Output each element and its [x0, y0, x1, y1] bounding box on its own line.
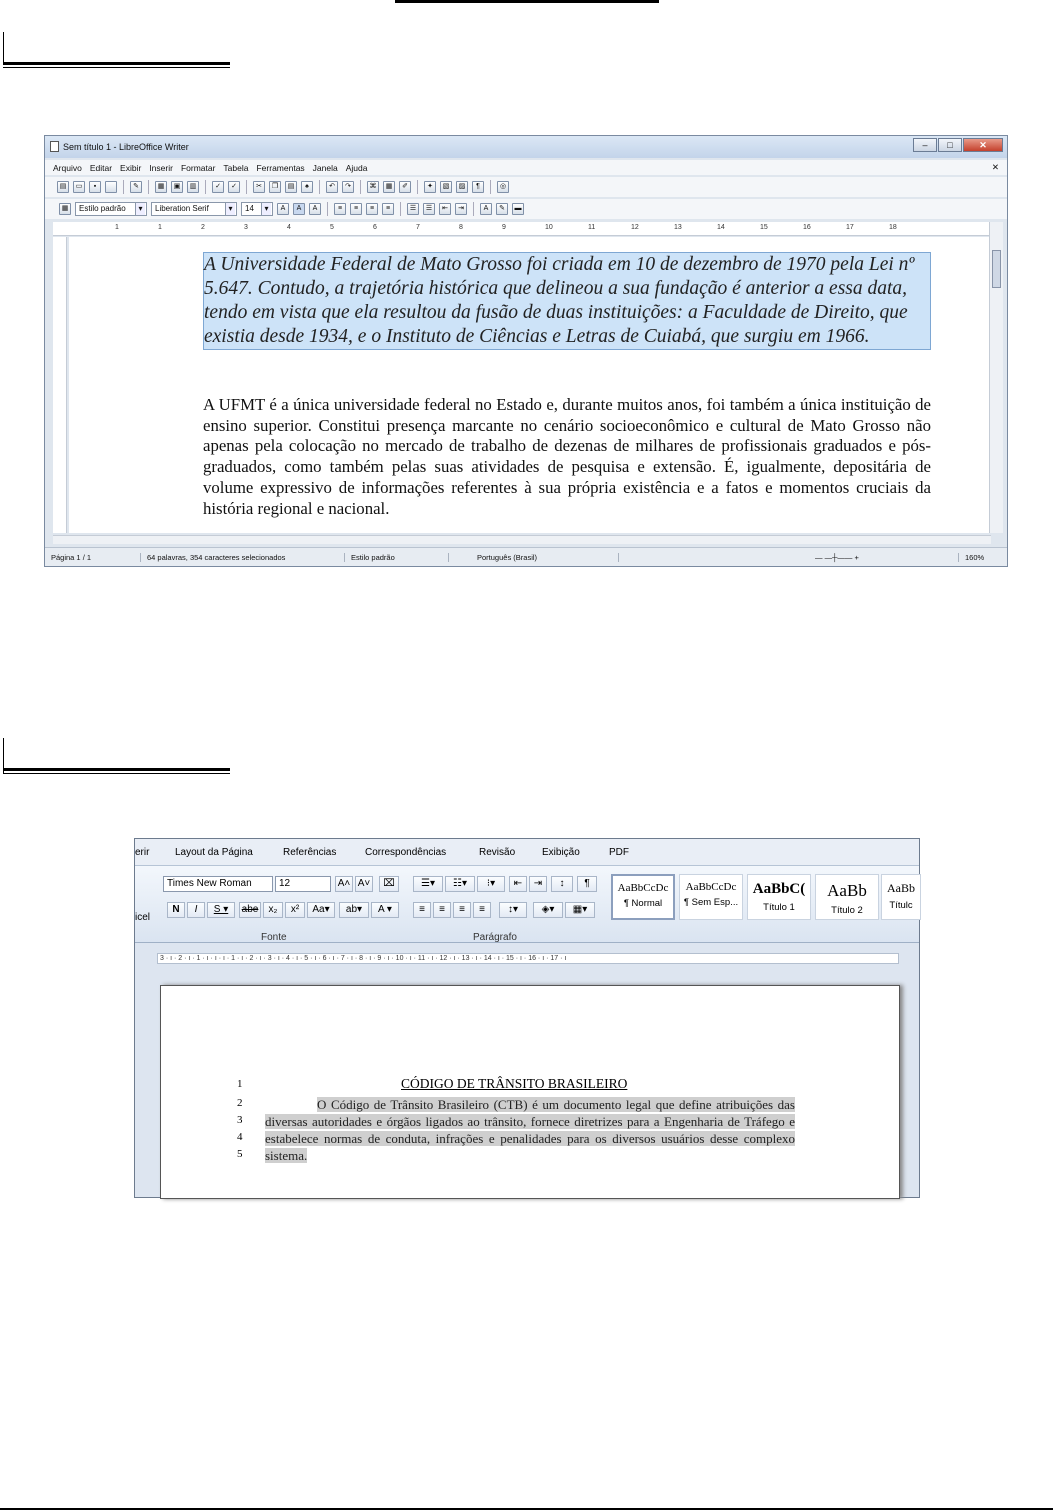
edit-file-icon[interactable]: ✎: [130, 181, 142, 193]
tab-correspondencias[interactable]: Correspondências: [365, 847, 447, 858]
highlight-button[interactable]: ab▾: [339, 902, 369, 918]
ruler-tick: 11: [588, 224, 596, 231]
selected-text[interactable]: O Código de Trânsito Brasileiro (CTB) é um documento legal que define atribuições das diversas autoridades e órgãos ligados ao trânsito, fornece diretrizes para a Engenharia de Tráfego e estabelece normas de conduta, infrações e penalidades para os diversos usuários desse complexo sistema.: [265, 1097, 795, 1163]
tab-referencias[interactable]: Referências: [283, 847, 337, 858]
paste-icon[interactable]: ▤: [285, 181, 297, 193]
save-icon[interactable]: ▪: [89, 181, 101, 193]
show-marks-button[interactable]: ¶: [577, 876, 597, 892]
menu-arquivo[interactable]: Arquivo: [53, 162, 82, 173]
ruler-tick: 17: [846, 224, 854, 231]
autospell-icon[interactable]: ✓: [228, 181, 240, 193]
open-icon[interactable]: ▭: [73, 181, 85, 193]
tab-pdf[interactable]: PDF: [609, 847, 629, 858]
menu-inserir[interactable]: Inserir: [149, 162, 173, 173]
document-text[interactable]: [265, 1096, 795, 1164]
line-number: 4: [237, 1131, 243, 1143]
subscript-button[interactable]: x₂: [263, 902, 283, 918]
decrease-indent-icon[interactable]: ⇤: [439, 203, 451, 215]
ruler-tick: 16: [803, 224, 811, 231]
menu-tabela[interactable]: Tabela: [223, 162, 249, 173]
underline-button[interactable]: S ▾: [207, 902, 235, 918]
align-center-button[interactable]: ≡: [433, 902, 451, 918]
navigator-icon[interactable]: ✦: [424, 181, 436, 193]
minimize-button[interactable]: –: [913, 138, 937, 152]
horizontal-scrollbar[interactable]: [53, 535, 991, 544]
formatting-marks-icon[interactable]: ¶: [472, 181, 484, 193]
style-sample: AaBb: [887, 881, 915, 895]
font-size-select[interactable]: 12: [275, 876, 331, 892]
word-page[interactable]: [160, 985, 900, 1199]
close-document-icon[interactable]: ✕: [991, 162, 999, 172]
menu-editar[interactable]: Editar: [89, 162, 113, 173]
tab-exibicao[interactable]: Exibição: [542, 847, 580, 858]
redo-icon[interactable]: ↷: [342, 181, 354, 193]
formatting-toolbar: [45, 199, 1007, 219]
word-ruler[interactable]: 3 · ı · 2 · ı · 1 · ı · ı · ı · 1 · ı · 2 · ı · 3 · ı · 4 · ı · 5 · ı · 6 · ı · 7 · ı · 8 · ı · 9 · ı · 10 · ı · 11 · ı · 12 · ı · 13 · ı · 14 · ı · 15 · ı · 16 · ı · 17 · ı: [157, 953, 899, 964]
style-name: Título 1: [763, 902, 795, 913]
new-document-icon[interactable]: ▤: [57, 181, 69, 193]
shading-button[interactable]: ◈▾: [533, 902, 563, 918]
heading-underline-1b: [3, 67, 230, 68]
menu-ferramentas[interactable]: Ferramentas: [256, 162, 305, 173]
document-area[interactable]: [69, 237, 991, 533]
ruler-tick: 7: [416, 224, 420, 231]
ruler-tick: 2: [201, 224, 205, 231]
group-paragraph-label: Parágrafo: [473, 932, 517, 943]
menu-bar: [45, 160, 1007, 175]
align-left-icon[interactable]: ≡: [334, 203, 346, 215]
bold-button[interactable]: N: [167, 902, 185, 918]
style-sample: AaBbCcDc: [617, 882, 669, 894]
multilevel-button[interactable]: ⁝▾: [477, 876, 505, 892]
italic-button[interactable]: I: [187, 902, 205, 918]
menu-exibir[interactable]: Exibir: [120, 162, 142, 173]
ruler-tick: 6: [373, 224, 377, 231]
style-name: ¶ Normal: [623, 898, 663, 909]
bold-icon[interactable]: A: [277, 203, 289, 215]
ruler-tick: 5: [330, 224, 334, 231]
change-case-button[interactable]: Aa▾: [307, 902, 335, 918]
ruler-tick: 18: [889, 224, 897, 231]
style-sem-espacamento[interactable]: [679, 874, 743, 920]
document-title[interactable]: CÓDIGO DE TRÂNSITO BRASILEIRO: [401, 1076, 628, 1091]
heading-underline-2b: [3, 773, 230, 774]
align-left-button[interactable]: ≡: [413, 902, 431, 918]
maximize-button[interactable]: □: [938, 138, 962, 152]
ribbon-tabs: [135, 839, 919, 865]
numbering-button[interactable]: ☷▾: [445, 876, 475, 892]
line-number: 3: [237, 1114, 243, 1126]
increase-indent-button[interactable]: ⇥: [529, 876, 547, 892]
justify-button[interactable]: ≡: [473, 902, 491, 918]
ruler-tick: 1: [158, 224, 162, 231]
heading-underline-1: [3, 62, 230, 65]
grow-font-button[interactable]: A˄: [335, 876, 353, 892]
line-number: 1: [237, 1078, 243, 1090]
style-sample: AaBbC(: [752, 881, 806, 897]
background-color-icon[interactable]: ▬: [512, 203, 524, 215]
print-icon[interactable]: ▣: [171, 181, 183, 193]
close-button[interactable]: ✕: [963, 138, 1003, 152]
highlight-icon[interactable]: ✎: [496, 203, 508, 215]
increase-indent-icon[interactable]: ⇥: [455, 203, 467, 215]
ruler-tick: 15: [760, 224, 768, 231]
line-spacing-button[interactable]: ↕▾: [499, 902, 527, 918]
status-style: Estilo padrão: [345, 553, 449, 562]
scroll-thumb[interactable]: [992, 250, 1001, 288]
second-paragraph[interactable]: A UFMT é a única universidade federal no Estado e, durante muitos anos, foi também a única instituição de ensino superior. Constitui presença marcante no cenário socioeconômico e cultural de Mato Grosso não apenas pela colocação no mercado de trabalho de dezenas de milhares de profissionais graduados e pós-graduados, como também pelas suas atividades de pesquisa e extensão. É, igualmente, depositária de volume expressivo de informações referentes à sua própria existência e a fatos e momentos cruciais da história regional e nacional.: [203, 395, 931, 518]
borders-button[interactable]: ▦▾: [565, 902, 595, 918]
spellcheck-icon[interactable]: ✓: [212, 181, 224, 193]
menu-formatar[interactable]: Formatar: [180, 162, 216, 173]
shrink-font-button[interactable]: A˅: [355, 876, 373, 892]
standard-toolbar: [45, 177, 1007, 197]
styles-icon[interactable]: ▦: [59, 203, 71, 215]
clear-format-button[interactable]: ⌧: [379, 876, 399, 892]
style-name: ¶ Sem Esp...: [683, 897, 739, 908]
ribbon: [135, 865, 919, 943]
font-name-select[interactable]: Liberation Serif ▾: [151, 202, 237, 216]
tab-revisao[interactable]: Revisão: [479, 847, 516, 858]
decrease-indent-button[interactable]: ⇤: [509, 876, 527, 892]
copy-icon[interactable]: ❐: [269, 181, 281, 193]
bottom-rule: [0, 1508, 1053, 1510]
align-center-icon[interactable]: ≡: [350, 203, 362, 215]
heading-marker-1: [3, 32, 4, 65]
print-preview-icon[interactable]: ▥: [187, 181, 199, 193]
ruler-tick: 1: [115, 224, 119, 231]
font-color-button[interactable]: A ▾: [371, 902, 399, 918]
style-sample: AaBb: [827, 881, 867, 900]
status-selection: 64 palavras, 354 caracteres selecionados: [141, 553, 345, 562]
selected-paragraph[interactable]: A Universidade Federal de Mato Grosso foi criada em 10 de dezembro de 1970 pela Lei nº 5.647. Contudo, a trajetória histórica que delineou a sua fundação é anterior a essa data, tendo em vista que ela resultou da fusão de duas instituições: a Faculdade de Direito, que existia desde 1934, e o Instituto de Ciências e Letras de Cuiabá, que surgiu em 1966.: [203, 252, 931, 350]
sort-button[interactable]: ↕: [551, 876, 573, 892]
paragraph-style-select[interactable]: Estilo padrão ▾: [75, 202, 147, 216]
line-number: 5: [237, 1148, 243, 1160]
tab-inserir[interactable]: erir: [135, 847, 150, 858]
align-right-button[interactable]: ≡: [453, 902, 471, 918]
style-titulo-1[interactable]: [747, 874, 811, 920]
ruler-tick: 3: [244, 224, 248, 231]
ruler-tick: 14: [717, 224, 725, 231]
italic-icon[interactable]: A: [293, 203, 305, 215]
gallery-icon[interactable]: ▧: [440, 181, 452, 193]
hyperlink-icon[interactable]: ⌘: [367, 181, 379, 193]
align-right-icon[interactable]: ≡: [366, 203, 378, 215]
group-font-label: Fonte: [261, 932, 287, 943]
ruler-tick: 8: [459, 224, 463, 231]
word-window: [134, 838, 920, 1198]
superscript-button[interactable]: x²: [285, 902, 305, 918]
title-bar: [45, 136, 1007, 158]
libreoffice-window: [44, 135, 1008, 567]
style-titulo[interactable]: [881, 874, 921, 920]
heading-underline-2: [3, 768, 230, 771]
cancel-label: icel: [135, 912, 151, 923]
font-color-icon[interactable]: A: [480, 203, 492, 215]
menu-janela[interactable]: Janela: [312, 162, 338, 173]
clone-format-icon[interactable]: ♠: [301, 181, 313, 193]
numbering-icon[interactable]: ☰: [407, 203, 419, 215]
menu-ajuda[interactable]: Ajuda: [345, 162, 368, 173]
help-icon[interactable]: ◎: [497, 181, 509, 193]
style-normal[interactable]: [611, 874, 675, 920]
style-sample: AaBbCcDc: [685, 881, 737, 893]
data-sources-icon[interactable]: ▨: [456, 181, 468, 193]
style-name: Títulc: [889, 900, 913, 911]
bullets-button[interactable]: ☰▾: [413, 876, 443, 892]
status-bar: [45, 547, 1007, 566]
ruler-tick: 12: [631, 224, 639, 231]
cut-icon[interactable]: ✂: [253, 181, 265, 193]
vertical-ruler: [53, 237, 67, 533]
vertical-scrollbar[interactable]: [989, 222, 1003, 533]
document-icon: [50, 141, 59, 152]
export-pdf-icon[interactable]: ▦: [155, 181, 167, 193]
ruler-tick: 13: [674, 224, 682, 231]
top-rule: [395, 0, 659, 3]
zoom-slider[interactable]: — —┼—— +: [809, 553, 959, 562]
font-size-select[interactable]: 14 ▾: [241, 202, 273, 216]
blank-icon[interactable]: [105, 181, 117, 193]
bullets-icon[interactable]: ☰: [423, 203, 435, 215]
horizontal-ruler[interactable]: [53, 222, 991, 236]
justify-icon[interactable]: ≡: [382, 203, 394, 215]
tab-layout[interactable]: Layout da Página: [175, 847, 253, 858]
status-page: Página 1 / 1: [45, 553, 141, 562]
ruler-tick: 4: [287, 224, 291, 231]
ruler-tick: 10: [545, 224, 553, 231]
table-icon[interactable]: ▦: [383, 181, 395, 193]
strikethrough-button[interactable]: abe: [239, 902, 261, 918]
status-zoom: 160%: [965, 552, 985, 562]
font-name-select[interactable]: Times New Roman: [163, 876, 273, 892]
show-draw-icon[interactable]: ✐: [399, 181, 411, 193]
undo-icon[interactable]: ↶: [326, 181, 338, 193]
window-title: Sem título 1 - LibreOffice Writer: [63, 142, 189, 152]
style-titulo-2[interactable]: [815, 874, 879, 920]
ruler-tick: 9: [502, 224, 506, 231]
line-number: 2: [237, 1097, 243, 1109]
style-name: Título 2: [831, 905, 863, 916]
status-language: Português (Brasil): [449, 553, 619, 562]
underline-icon[interactable]: A: [309, 203, 321, 215]
